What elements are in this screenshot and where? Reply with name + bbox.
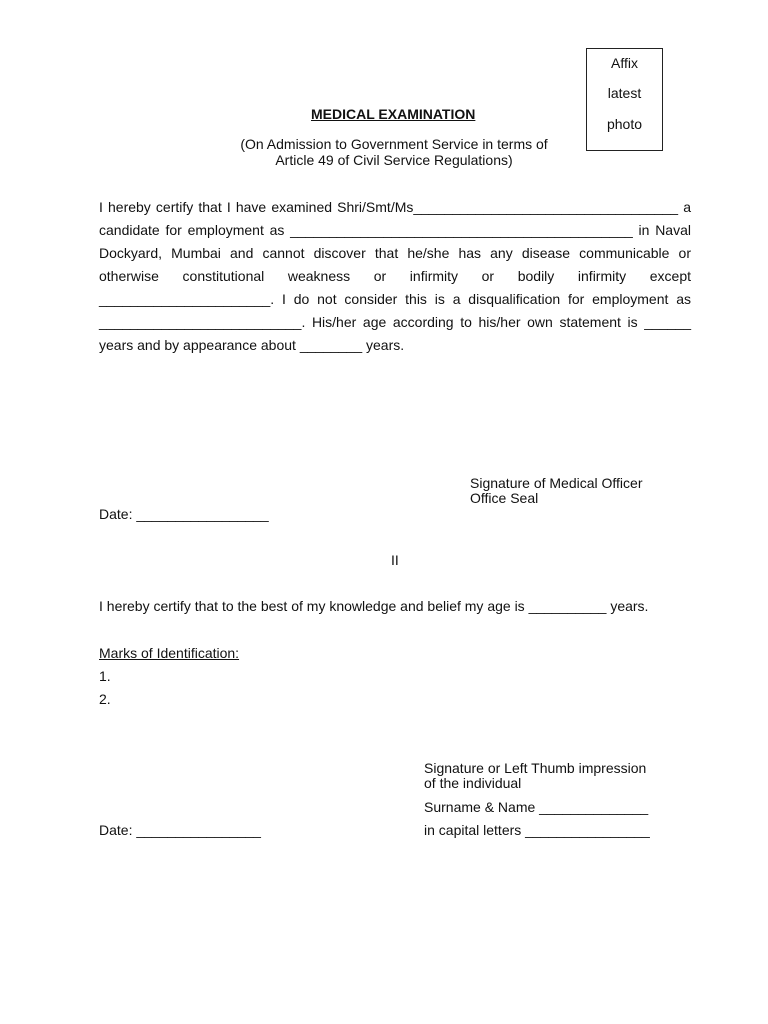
marks-heading: Marks of Identification:: [99, 645, 240, 661]
medical-date-field: Date: _________________: [99, 506, 269, 522]
photo-box-line-2: latest: [607, 85, 642, 101]
certificate-line-2: candidate for employment as ____________________________________________ in Naval: [99, 222, 691, 238]
certificate-line-1: I hereby certify that I have examined Shri/Smt/Ms__________________________________ a: [99, 199, 691, 215]
capital-letters-field: in capital letters ________________: [424, 822, 650, 838]
section-numeral: II: [391, 552, 399, 568]
medical-officer-signature-label: Signature of Medical Officer: [470, 475, 643, 491]
age-statement: I hereby certify that to the best of my knowledge and belief my age is __________ years.: [99, 598, 649, 614]
certificate-line-6: __________________________. His/her age according to his/her own statement is ______: [99, 314, 691, 330]
individual-label: of the individual: [424, 775, 522, 791]
photo-box-line-1: Affix: [611, 55, 638, 71]
certificate-line-4: otherwise constitutional weakness or infirmity or bodily infirmity except: [99, 268, 691, 284]
office-seal-label: Office Seal: [470, 490, 539, 506]
certificate-line-7: years and by appearance about ________ years.: [99, 337, 405, 353]
certificate-line-3: Dockyard, Mumbai and cannot discover that he/she has any disease communicable or: [99, 245, 691, 261]
certificate-line-5: ______________________. I do not consider this is a disqualification for employment as: [99, 291, 691, 307]
subtitle-line-1: (On Admission to Government Service in terms of: [240, 136, 548, 152]
mark-item-1: 1.: [99, 668, 111, 684]
subtitle-line-2: Article 49 of Civil Service Regulations): [275, 152, 513, 168]
individual-date-field: Date: ________________: [99, 822, 261, 838]
page-title: MEDICAL EXAMINATION: [311, 106, 476, 122]
thumb-impression-label: Signature or Left Thumb impression: [424, 760, 647, 776]
surname-field: Surname & Name ______________: [424, 799, 649, 815]
photo-box-line-3: photo: [606, 116, 643, 132]
mark-item-2: 2.: [99, 691, 111, 707]
photo-box: [586, 48, 663, 151]
certificate-paragraph: [99, 196, 691, 357]
